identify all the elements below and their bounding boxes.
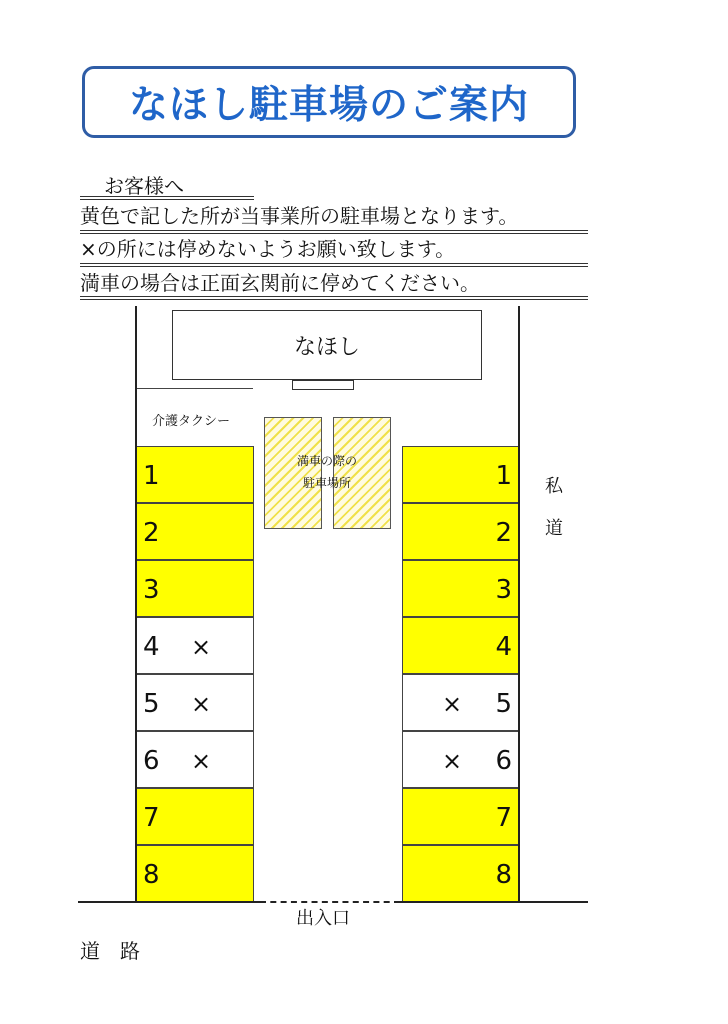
right-slot-1-number: 1 — [495, 461, 512, 491]
road-line-right — [400, 901, 588, 903]
overflow-label — [272, 450, 382, 494]
entrance-dashed-line — [260, 901, 400, 903]
right-slot-4 — [402, 617, 518, 674]
left-slot-2-number: 2 — [143, 518, 160, 548]
left-slot-4-number: 4 — [143, 632, 160, 662]
front-entrance — [292, 380, 354, 390]
left-slot-1-number: 1 — [143, 461, 160, 491]
right-slot-3-number: 3 — [495, 575, 512, 605]
overflow-label-line2: 駐車場所 — [302, 476, 351, 490]
left-slot-7 — [137, 788, 254, 845]
building-label: なほし — [293, 334, 360, 360]
right-slot-7-number: 7 — [495, 803, 512, 833]
road-label: 道 路 — [80, 939, 140, 963]
left-slot-7-number: 7 — [143, 803, 160, 833]
right-slot-6-cross: × — [442, 747, 463, 775]
page-title: なほし駐車場のご案内 — [128, 83, 529, 128]
left-slot-5 — [137, 674, 254, 731]
building — [172, 310, 482, 380]
left-slot-8 — [137, 845, 254, 902]
overflow-label-line1: 満車の際の — [296, 454, 357, 468]
right-slot-6-number: 6 — [495, 746, 512, 776]
left-slot-4-cross: × — [191, 633, 212, 661]
right-slot-2 — [402, 503, 518, 560]
lot-right-boundary — [518, 306, 520, 902]
notice-line-2: ×の所には停めないようお願い致します。 — [80, 237, 456, 261]
right-slot-6 — [402, 731, 518, 788]
right-slot-3 — [402, 560, 518, 617]
right-slot-4-number: 4 — [495, 632, 512, 662]
left-slot-2 — [137, 503, 254, 560]
right-slot-2-number: 2 — [495, 518, 512, 548]
notice-line-3: 満車の場合は正面玄関前に停めてください。 — [80, 271, 480, 295]
right-slot-5-number: 5 — [495, 689, 512, 719]
entrance-label: 出入口 — [296, 908, 350, 929]
right-slot-7 — [402, 788, 518, 845]
notice-greeting: お客様へ — [104, 174, 184, 198]
right-slot-8 — [402, 845, 518, 902]
left-slot-6-cross: × — [191, 747, 212, 775]
left-slot-3-number: 3 — [143, 575, 160, 605]
left-slot-8-number: 8 — [143, 860, 160, 890]
private-road-char-1: 私 — [545, 476, 563, 497]
right-slot-5-cross: × — [442, 690, 463, 718]
right-slot-5 — [402, 674, 518, 731]
left-slot-1 — [137, 446, 254, 503]
notice-line-1: 黄色で記した所が当事業所の駐車場となります。 — [80, 204, 519, 228]
left-slot-3 — [137, 560, 254, 617]
care-taxi-line — [137, 388, 253, 389]
left-slot-6 — [137, 731, 254, 788]
right-slot-1 — [402, 446, 518, 503]
private-road-char-2: 道 — [545, 518, 563, 539]
road-line-left — [78, 901, 260, 903]
left-slot-5-cross: × — [191, 690, 212, 718]
right-slot-8-number: 8 — [495, 860, 512, 890]
left-slot-6-number: 6 — [143, 746, 160, 776]
left-slots-inner-edge — [253, 446, 254, 902]
left-slot-4 — [137, 617, 254, 674]
left-slot-5-number: 5 — [143, 689, 160, 719]
right-slots-inner-edge — [402, 446, 403, 902]
care-taxi-label: 介護タクシー — [152, 414, 231, 429]
